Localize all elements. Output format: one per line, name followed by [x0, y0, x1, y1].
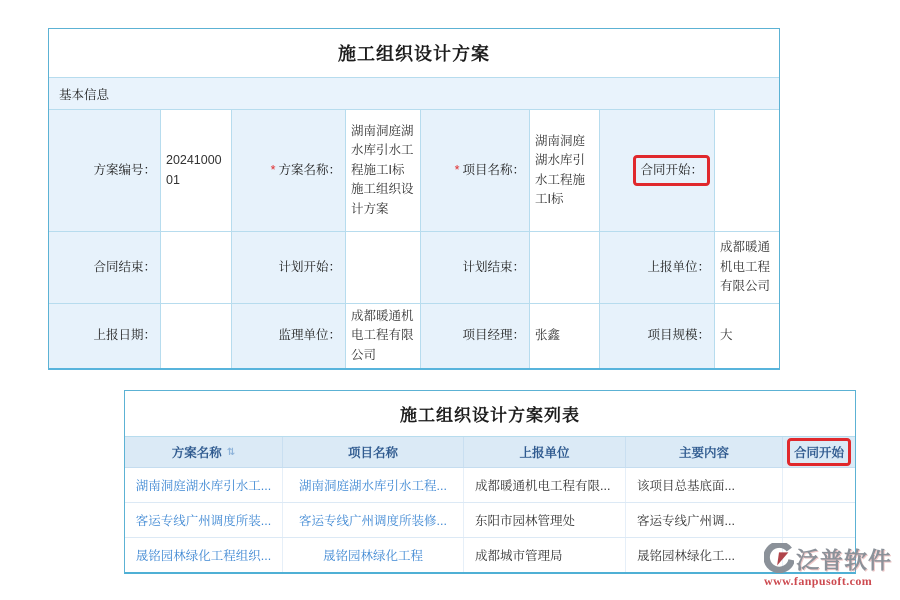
field-plan-name-label — [232, 110, 346, 232]
field-plan-start-label — [232, 232, 346, 304]
col-header-text: 方案名称 — [171, 446, 222, 460]
field-project-manager-label — [421, 304, 530, 368]
plan-name-link[interactable]: 晟铭园林绿化工程组织... — [125, 538, 283, 572]
field-value-text: 湖南洞庭湖水库引水工程施工I标施工组织设计方案 — [351, 124, 414, 216]
basic-info-section-header[interactable]: 基本信息 — [49, 78, 779, 110]
project-name-link[interactable]: 晟铭园林绿化工程 — [283, 538, 464, 572]
field-project-manager-value[interactable] — [530, 304, 600, 368]
field-project-name-label — [421, 110, 530, 232]
col-header-text: 上报单位 — [519, 446, 570, 460]
field-project-scale-label — [600, 304, 715, 368]
field-contract-start-value[interactable] — [715, 110, 779, 232]
field-report-date-value[interactable] — [161, 304, 232, 368]
field-label-text: 合同开始： — [640, 162, 703, 177]
field-label-text: 合同结束： — [93, 259, 156, 274]
table-row — [125, 538, 855, 572]
report-unit-cell: 东阳市园林管理处 — [464, 503, 626, 537]
construction-plan-list — [124, 390, 856, 574]
fanpu-brand-text: 泛普软件 — [796, 547, 892, 573]
project-name-link[interactable]: 湖南洞庭湖水库引水工程... — [283, 468, 464, 502]
fanpu-logo-icon — [764, 543, 794, 573]
field-contract-end-label — [49, 232, 161, 304]
field-plan-code-value[interactable] — [161, 110, 232, 232]
field-project-scale-value[interactable] — [715, 304, 779, 368]
field-label-text: 方案名称： — [278, 162, 341, 177]
report-unit-cell: 成都暖通机电工程有限... — [464, 468, 626, 502]
field-label-text: 监理单位： — [278, 328, 341, 343]
construction-plan-form — [48, 28, 780, 370]
field-contract-end-value[interactable] — [161, 232, 232, 304]
field-plan-code-label — [49, 110, 161, 232]
fanpu-logo-row — [764, 543, 900, 573]
field-report-unit-value[interactable] — [715, 232, 779, 304]
fanpu-url-text: www.fanpusoft.com — [764, 574, 873, 588]
contract-start-highlight-box — [633, 155, 710, 186]
field-report-unit-label — [600, 232, 715, 304]
field-plan-start-value[interactable] — [346, 232, 421, 304]
col-header-text: 项目名称 — [347, 446, 398, 460]
list-header-row — [125, 437, 855, 468]
field-label-text: 项目规模： — [647, 328, 710, 343]
col-header-text: 合同开始 — [793, 446, 844, 460]
field-contract-start-label — [600, 110, 715, 232]
field-value-text: 2024100001 — [166, 153, 222, 187]
table-row — [125, 468, 855, 503]
main-content-cell: 晟铭园林绿化工... — [626, 538, 783, 572]
basic-info-grid — [49, 110, 779, 368]
field-label-text: 项目经理： — [462, 328, 525, 343]
field-label-text: 计划结束： — [462, 259, 525, 274]
report-unit-cell: 成都城市管理局 — [464, 538, 626, 572]
field-value-text: 张鑫 — [535, 328, 561, 343]
plan-name-link[interactable]: 客运专线广州调度所装... — [125, 503, 283, 537]
contract-start-cell — [783, 468, 855, 502]
sort-icon[interactable]: ⇅ — [226, 446, 236, 458]
field-label-text: 计划开始： — [278, 259, 341, 274]
field-plan-end-value[interactable] — [530, 232, 600, 304]
project-name-link[interactable]: 客运专线广州调度所装修... — [283, 503, 464, 537]
form-title: 施工组织设计方案 — [49, 29, 779, 78]
field-plan-name-value[interactable] — [346, 110, 421, 232]
field-label-text: 方案编号： — [93, 162, 156, 177]
required-asterisk: * — [454, 162, 460, 177]
col-header-report-unit[interactable] — [464, 437, 626, 467]
col-header-contract-start[interactable] — [783, 437, 855, 467]
field-value-text: 成都暖通机电工程有限公司 — [351, 308, 414, 362]
field-value-text: 湖南洞庭湖水库引水工程施工I标 — [535, 133, 586, 206]
col-header-plan-name[interactable] — [125, 437, 283, 467]
contract-start-header-highlight-box — [787, 438, 851, 466]
col-header-project-name[interactable] — [283, 437, 464, 467]
table-row — [125, 503, 855, 538]
col-header-text: 主要内容 — [678, 446, 729, 460]
main-content-cell: 该项目总基底面... — [626, 468, 783, 502]
field-report-date-label — [49, 304, 161, 368]
field-label-text: 上报日期： — [93, 328, 156, 343]
main-content-cell: 客运专线广州调... — [626, 503, 783, 537]
contract-start-cell — [783, 503, 855, 537]
plan-name-link[interactable]: 湖南洞庭湖水库引水工... — [125, 468, 283, 502]
required-asterisk: * — [270, 162, 276, 177]
fanpu-watermark — [764, 543, 900, 589]
field-supervisor-unit-label — [232, 304, 346, 368]
list-title: 施工组织设计方案列表 — [125, 391, 855, 437]
field-value-text: 大 — [720, 328, 733, 343]
field-value-text: 成都暖通机电工程有限公司 — [720, 240, 771, 294]
field-label-text: 项目名称： — [462, 162, 525, 177]
col-header-main-content[interactable] — [626, 437, 783, 467]
field-label-text: 上报单位： — [647, 259, 710, 274]
field-supervisor-unit-value[interactable] — [346, 304, 421, 368]
field-project-name-value[interactable] — [530, 110, 600, 232]
field-plan-end-label — [421, 232, 530, 304]
